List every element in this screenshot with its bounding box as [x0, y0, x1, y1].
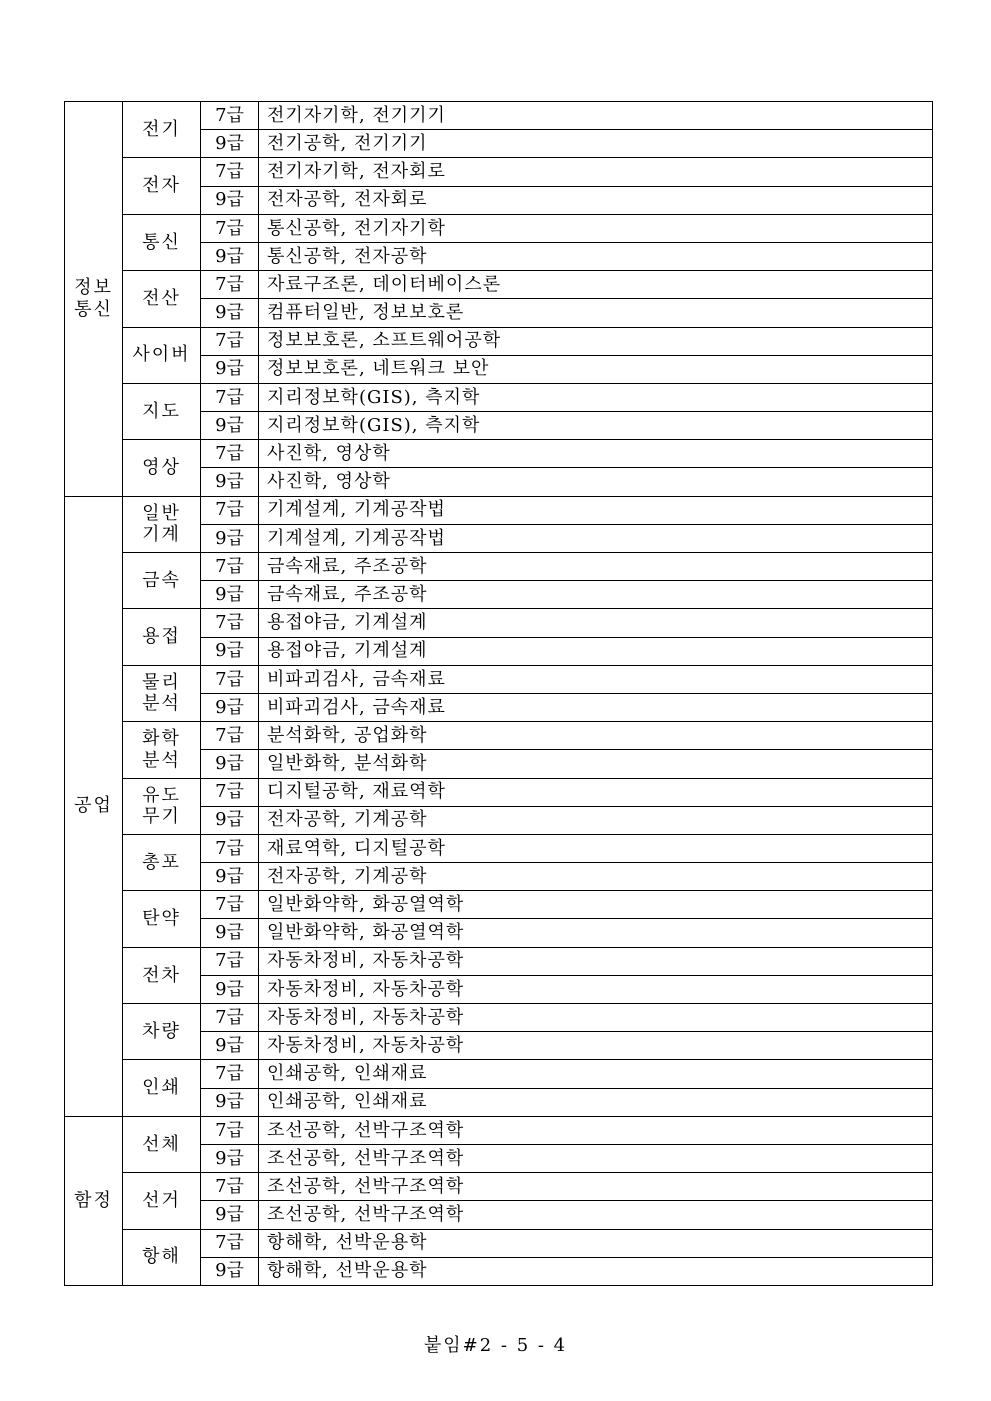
table-row: [65, 440, 933, 468]
table-row: [65, 778, 933, 806]
subcategory-label: 인쇄: [142, 1077, 181, 1099]
subjects-cell: 전자공학, 기계공학: [259, 806, 933, 834]
subcategory-cell: [123, 271, 201, 327]
subjects-cell: 컴퓨터일반, 정보보호론: [259, 299, 933, 327]
exam-subject-table: [64, 101, 933, 1286]
subcategory-label: 전자: [142, 175, 181, 197]
subcategory-cell: [123, 496, 201, 552]
subcategory-label: 전산: [142, 288, 181, 310]
grade-cell: 7급: [201, 1229, 259, 1257]
grade-cell: 9급: [201, 806, 259, 834]
grade-cell: 9급: [201, 1088, 259, 1116]
subjects-cell: 사진학, 영상학: [259, 440, 933, 468]
subcategory-cell: [123, 834, 201, 890]
grade-cell: 9급: [201, 975, 259, 1003]
subcategory-label: 선거: [142, 1190, 181, 1212]
subcategory-cell: [123, 1060, 201, 1116]
grade-cell: 7급: [201, 834, 259, 862]
subcategory-cell: [123, 891, 201, 947]
grade-cell: 7급: [201, 102, 259, 130]
grade-cell: 9급: [201, 1257, 259, 1285]
grade-cell: 9급: [201, 863, 259, 891]
subcategory-cell: [123, 102, 201, 158]
subjects-cell: 금속재료, 주조공학: [259, 553, 933, 581]
grade-cell: 7급: [201, 327, 259, 355]
table-row: [65, 609, 933, 637]
subcategory-label: 물리 분석: [142, 671, 181, 715]
subjects-cell: 기계설계, 기계공작법: [259, 524, 933, 552]
subjects-cell: 기계설계, 기계공작법: [259, 496, 933, 524]
subjects-cell: 재료역학, 디지털공학: [259, 834, 933, 862]
subjects-cell: 항해학, 선박운용학: [259, 1257, 933, 1285]
subcategory-cell: [123, 158, 201, 214]
grade-cell: 9급: [201, 693, 259, 721]
grade-cell: 7급: [201, 383, 259, 411]
subjects-cell: 비파괴검사, 금속재료: [259, 693, 933, 721]
subjects-cell: 전기자기학, 전기기기: [259, 102, 933, 130]
subcategory-label: 통신: [142, 231, 181, 253]
subjects-cell: 비파괴검사, 금속재료: [259, 665, 933, 693]
subcategory-cell: [123, 665, 201, 721]
subcategory-label: 영상: [142, 457, 181, 479]
subcategory-cell: [123, 1229, 201, 1285]
subjects-cell: 통신공학, 전기자기학: [259, 214, 933, 242]
grade-cell: 7급: [201, 214, 259, 242]
subjects-cell: 자동차정비, 자동차공학: [259, 1004, 933, 1032]
grade-cell: 7급: [201, 271, 259, 299]
table-row: [65, 1060, 933, 1088]
subcategory-cell: [123, 1116, 201, 1172]
subjects-cell: 조선공학, 선박구조역학: [259, 1116, 933, 1144]
grade-cell: 7급: [201, 609, 259, 637]
subjects-cell: 항해학, 선박운용학: [259, 1229, 933, 1257]
grade-cell: 7급: [201, 722, 259, 750]
grade-cell: 9급: [201, 130, 259, 158]
subcategory-cell: [123, 778, 201, 834]
table-row: [65, 327, 933, 355]
table-row: [65, 158, 933, 186]
table-row: [65, 1004, 933, 1032]
subcategory-label: 화학 분석: [142, 728, 181, 771]
grade-cell: 9급: [201, 919, 259, 947]
grade-cell: 7급: [201, 947, 259, 975]
subcategory-label: 전차: [142, 964, 181, 986]
table-row: [65, 1173, 933, 1201]
subcategory-cell: [123, 1004, 201, 1060]
category-cell: [65, 496, 123, 1116]
table-row: [65, 834, 933, 862]
table-row: [65, 1229, 933, 1257]
subcategory-label: 일반 기계: [142, 502, 181, 546]
subjects-cell: 자료구조론, 데이터베이스론: [259, 271, 933, 299]
subjects-cell: 정보보호론, 소프트웨어공학: [259, 327, 933, 355]
subjects-cell: 금속재료, 주조공학: [259, 581, 933, 609]
table-row: [65, 1116, 933, 1144]
subcategory-cell: [123, 327, 201, 383]
table-row: [65, 553, 933, 581]
subjects-cell: 자동차정비, 자동차공학: [259, 1032, 933, 1060]
grade-cell: 7급: [201, 553, 259, 581]
grade-cell: 7급: [201, 778, 259, 806]
subjects-cell: 전자공학, 전자회로: [259, 186, 933, 214]
subjects-cell: 일반화약학, 화공열역학: [259, 891, 933, 919]
category-label: 함정: [74, 1190, 113, 1212]
table-row: [65, 271, 933, 299]
subcategory-cell: [123, 553, 201, 609]
grade-cell: 9급: [201, 524, 259, 552]
table-row: [65, 102, 933, 130]
subjects-cell: 지리정보학(GIS), 측지학: [259, 383, 933, 411]
table-body: [65, 102, 933, 1286]
subjects-cell: 자동차정비, 자동차공학: [259, 975, 933, 1003]
table-row: [65, 665, 933, 693]
subjects-cell: 분석화학, 공업화학: [259, 722, 933, 750]
grade-cell: 9급: [201, 242, 259, 270]
grade-cell: 9급: [201, 299, 259, 327]
subcategory-cell: [123, 214, 201, 270]
grade-cell: 7급: [201, 440, 259, 468]
table-row: [65, 891, 933, 919]
grade-cell: 7급: [201, 496, 259, 524]
subcategory-label: 전기: [142, 118, 181, 140]
subcategory-label: 유도 무기: [142, 784, 181, 828]
grade-cell: 7급: [201, 1060, 259, 1088]
grade-cell: 9급: [201, 1201, 259, 1229]
subjects-cell: 자동차정비, 자동차공학: [259, 947, 933, 975]
category-label: 정보 통신: [74, 277, 113, 320]
subcategory-label: 사이버: [132, 344, 191, 366]
grade-cell: 7급: [201, 158, 259, 186]
table-row: [65, 722, 933, 750]
subjects-cell: 일반화학, 분석화학: [259, 750, 933, 778]
subjects-cell: 용접야금, 기계설계: [259, 637, 933, 665]
subcategory-label: 항해: [142, 1246, 181, 1268]
subcategory-label: 용접: [142, 626, 181, 648]
subcategory-cell: [123, 440, 201, 496]
grade-cell: 9급: [201, 1144, 259, 1172]
subjects-cell: 인쇄공학, 인쇄재료: [259, 1060, 933, 1088]
category-label: 공업: [74, 795, 113, 817]
grade-cell: 9급: [201, 355, 259, 383]
subjects-cell: 디지털공학, 재료역학: [259, 778, 933, 806]
subcategory-cell: [123, 383, 201, 439]
table-row: [65, 947, 933, 975]
grade-cell: 9급: [201, 1032, 259, 1060]
grade-cell: 9급: [201, 186, 259, 214]
subcategory-cell: [123, 947, 201, 1003]
page-footer: 붙임#2 - 5 - 4: [423, 1335, 568, 1356]
grade-cell: 7급: [201, 891, 259, 919]
subcategory-cell: [123, 1173, 201, 1229]
subjects-cell: 전자공학, 기계공학: [259, 863, 933, 891]
subcategory-cell: [123, 609, 201, 665]
subjects-cell: 조선공학, 선박구조역학: [259, 1173, 933, 1201]
table-row: [65, 496, 933, 524]
subcategory-label: 탄약: [142, 908, 181, 930]
subjects-cell: 정보보호론, 네트워크 보안: [259, 355, 933, 383]
subjects-cell: 일반화약학, 화공열역학: [259, 919, 933, 947]
table-row: [65, 214, 933, 242]
subjects-cell: 사진학, 영상학: [259, 468, 933, 496]
subjects-cell: 통신공학, 전자공학: [259, 242, 933, 270]
subcategory-label: 지도: [142, 400, 181, 422]
subjects-cell: 조선공학, 선박구조역학: [259, 1201, 933, 1229]
grade-cell: 9급: [201, 750, 259, 778]
category-cell: [65, 1116, 123, 1285]
subcategory-cell: [123, 722, 201, 778]
grade-cell: 7급: [201, 1173, 259, 1201]
subjects-cell: 전기자기학, 전자회로: [259, 158, 933, 186]
category-cell: [65, 102, 123, 497]
grade-cell: 9급: [201, 468, 259, 496]
subjects-cell: 인쇄공학, 인쇄재료: [259, 1088, 933, 1116]
subjects-cell: 조선공학, 선박구조역학: [259, 1144, 933, 1172]
subjects-cell: 지리정보학(GIS), 측지학: [259, 412, 933, 440]
grade-cell: 9급: [201, 581, 259, 609]
subcategory-label: 총포: [142, 851, 181, 873]
subcategory-label: 선체: [142, 1133, 181, 1155]
subcategory-label: 차량: [142, 1020, 181, 1042]
subjects-cell: 전기공학, 전기기기: [259, 130, 933, 158]
subcategory-label: 금속: [142, 569, 181, 591]
grade-cell: 7급: [201, 665, 259, 693]
grade-cell: 9급: [201, 637, 259, 665]
grade-cell: 9급: [201, 412, 259, 440]
grade-cell: 7급: [201, 1116, 259, 1144]
table-row: [65, 383, 933, 411]
grade-cell: 7급: [201, 1004, 259, 1032]
subjects-cell: 용접야금, 기계설계: [259, 609, 933, 637]
